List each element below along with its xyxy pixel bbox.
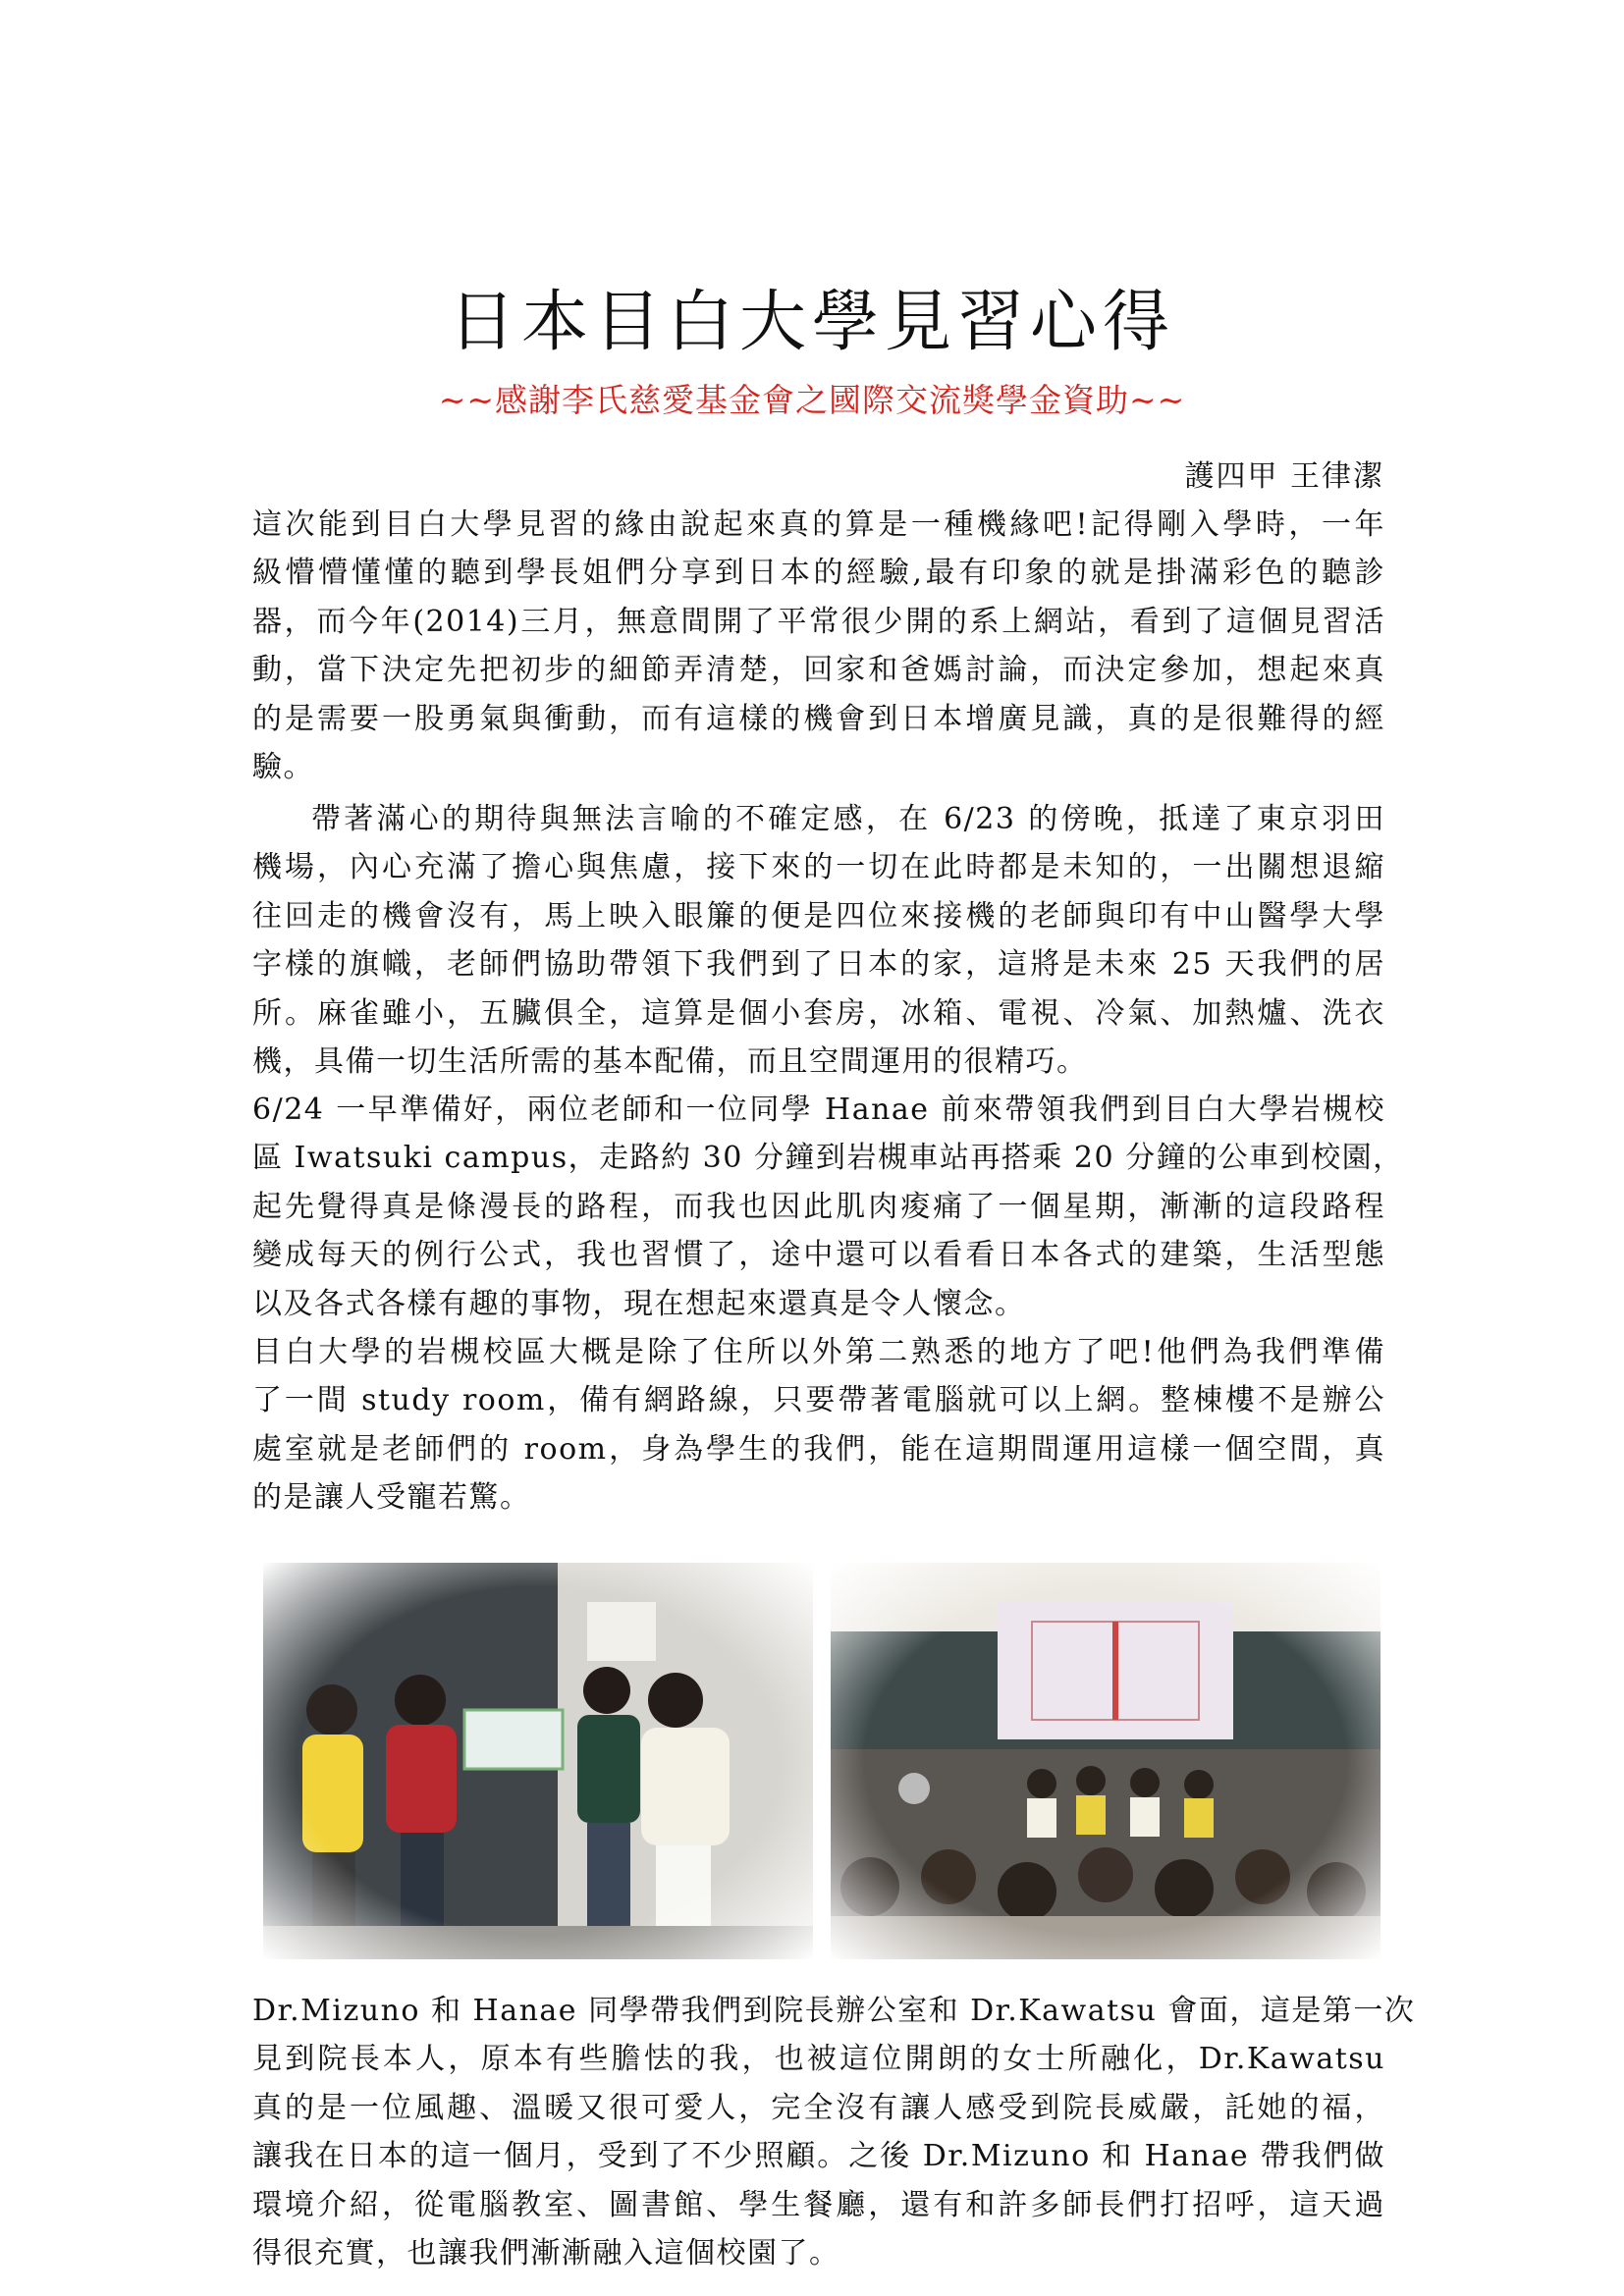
text-line: 起先覺得真是條漫長的路程，而我也因此肌肉痠痛了一個星期，漸漸的這段路程	[252, 1189, 1385, 1224]
text-line: 變成每天的例行公式，我也習慣了，途中還可以看看日本各式的建築，生活型態	[252, 1238, 1385, 1273]
text-line: 字樣的旗幟，老師們協助帶領下我們到了日本的家，這將是未來 25 天我們的居	[252, 947, 1385, 983]
paragraph-1	[252, 501, 1385, 791]
author-line: 護四甲 王律潔	[1184, 459, 1384, 494]
subtitle: ~~感謝李氏慈愛基金會之國際交流獎學金資助~~	[438, 381, 1186, 419]
text-line: 了一間 study room，備有網路線，只要帶著電腦就可以上網。整棟樓不是辦公	[252, 1383, 1385, 1418]
text-line: 處室就是老師們的 room，身為學生的我們，能在這期間運用這樣一個空間，真	[252, 1431, 1385, 1467]
text-line: 區 Iwatsuki campus，走路約 30 分鐘到岩槻車站再搭乘 20 分鐘的公車到校園，	[252, 1141, 1404, 1176]
text-line: 往回走的機會沒有，馬上映入眼簾的便是四位來接機的老師與印有中山醫學大學	[252, 898, 1385, 934]
text-line: 得很充實，也讓我們漸漸融入這個校園了。	[252, 2236, 840, 2271]
text-line: 6/24 一早準備好，兩位老師和一位同學 Hanae 前來帶領我們到目白大學岩槻校	[252, 1093, 1385, 1127]
text-line: 的是讓人受寵若驚。	[252, 1480, 531, 1516]
text-line: Dr.Mizuno 和 Hanae 同學帶我們到院長辦公室和 Dr.Kawatsu 會面，這是第一次	[252, 1994, 1416, 2028]
text-line: 見到院長本人，原本有些膽怯的我，也被這位開朗的女士所融化，Dr.Kawatsu	[252, 2042, 1385, 2077]
page-title: 日本目白大學見習心得	[448, 283, 1175, 361]
text-line: 帶著滿心的期待與無法言喻的不確定感，在 6/23 的傍晚，抵達了東京羽田	[311, 802, 1385, 836]
text-line: 目白大學的岩槻校區大概是除了住所以外第二熟悉的地方了吧!他們為我們準備	[252, 1335, 1385, 1369]
text-line: 驗。	[252, 750, 314, 785]
text-line: 所。麻雀雖小，五臟俱全，這算是個小套房，冰箱、電視、冷氣、加熱爐、洗衣	[252, 995, 1385, 1031]
paragraph-3	[252, 1086, 1404, 1328]
text-line: 環境介紹，從電腦教室、圖書館、學生餐廳，還有和許多師長們打招呼，這天過	[252, 2187, 1385, 2222]
group-photo-hallway	[263, 1563, 813, 1959]
text-line: 以及各式各樣有趣的事物，現在想起來還真是令人懷念。	[252, 1286, 1026, 1321]
text-line: 真的是一位風趣、溫暖又很可愛人，完全沒有讓人感受到院長威嚴，託她的福，	[252, 2090, 1385, 2125]
paragraph-4	[252, 1328, 1385, 1522]
text-line: 這次能到目白大學見習的緣由說起來真的算是一種機緣吧!記得剛入學時，一年	[252, 507, 1385, 542]
text-line: 的是需要一股勇氣與衝動，而有這樣的機會到日本增廣見識，真的是很難得的經	[252, 701, 1385, 736]
text-line: 機場，內心充滿了擔心與焦慮，接下來的一切在此時都是未知的，一出關想退縮	[252, 850, 1385, 885]
text-line: 級懵懵懂懂的聽到學長姐們分享到日本的經驗,最有印象的就是掛滿彩色的聽診	[252, 556, 1385, 591]
text-line: 動，當下決定先把初步的細節弄清楚，回家和爸媽討論，而決定參加，想起來真	[252, 653, 1385, 688]
photo-row	[263, 1563, 1382, 1959]
text-line: 機，具備一切生活所需的基本配備，而且空間運用的很精巧。	[252, 1044, 1088, 1080]
classroom-presentation-photo	[831, 1563, 1380, 1959]
paragraph-5	[252, 1987, 1416, 2277]
paragraph-2	[252, 795, 1385, 1086]
text-line: 器，而今年(2014)三月，無意間開了平常很少開的系上網站，看到了這個見習活	[252, 604, 1385, 639]
text-line: 讓我在日本的這一個月，受到了不少照顧。之後 Dr.Mizuno 和 Hanae 帶我們做	[252, 2139, 1385, 2174]
